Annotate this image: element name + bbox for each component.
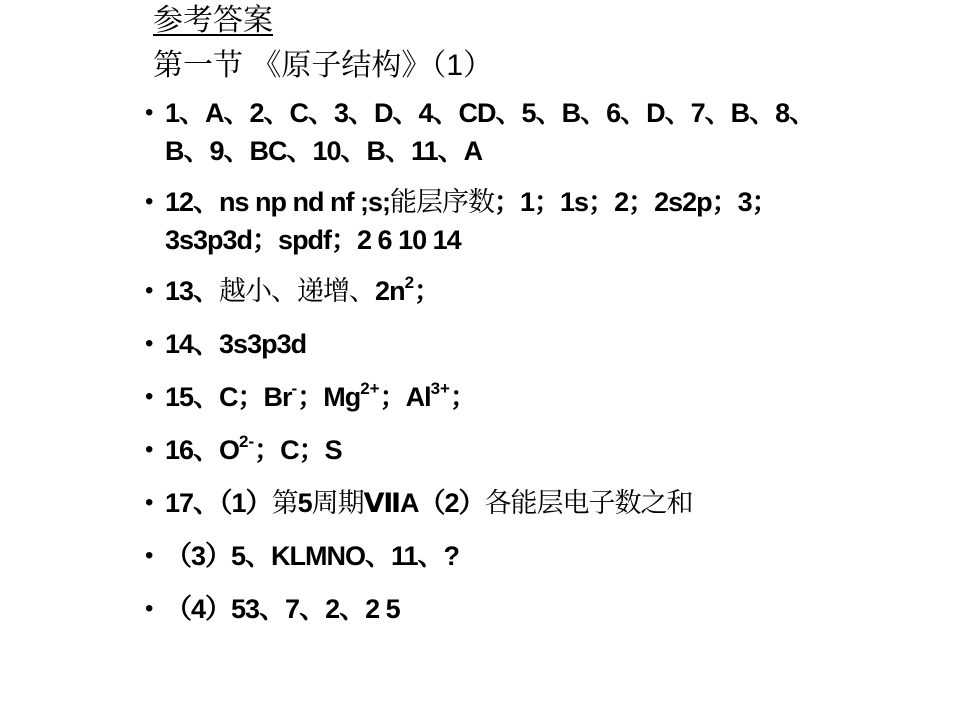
answer-part: ⅦA（2）: [363, 488, 485, 518]
answer-part: ；: [449, 382, 476, 412]
bullet-icon: •: [145, 542, 153, 569]
answer-part: ；Al: [379, 382, 431, 412]
answer-part: 15、C；Br: [165, 382, 292, 412]
answer-part: 16、O: [165, 435, 240, 465]
page-title: 参考答案: [153, 4, 273, 37]
answer-part: 17、（1）: [165, 488, 272, 518]
answer-part: ；1；1s；2；2s2p；3；: [494, 187, 778, 217]
section-title: 第一节 《原子结构》（1）: [153, 49, 494, 82]
answer-part: 越小、递增、: [219, 276, 376, 306]
superscript: 2: [404, 273, 415, 292]
superscript: 2-: [239, 432, 255, 451]
bullet-icon: •: [145, 277, 153, 304]
answer-part: 5: [297, 488, 312, 518]
answer-part: 能层序数: [390, 187, 495, 217]
answer-item-1-11: [145, 94, 845, 170]
answer-item-12: [145, 183, 845, 259]
superscript: 2+: [360, 379, 380, 398]
bullet-icon: •: [145, 489, 153, 516]
answer-part: ns np nd nf ;s;: [219, 187, 391, 217]
answer-part: ；Mg: [297, 382, 361, 412]
answer-item-15: [145, 378, 845, 416]
answer-text: [165, 183, 845, 221]
answer-item-14: [145, 325, 845, 363]
answer-number: 12、: [165, 187, 220, 217]
bullet-icon: •: [145, 383, 153, 410]
answer-item-17-4: [145, 590, 845, 628]
answer-text: 1、A、2、C、3、D、4、CD、5、B、6、D、7、B、8、: [165, 98, 816, 128]
superscript: 3+: [430, 379, 450, 398]
answer-item-13: [145, 272, 845, 310]
bullet-icon: •: [145, 595, 153, 622]
bullet-icon: •: [145, 188, 153, 215]
answer-text: （4）53、7、2、2 5: [165, 594, 400, 624]
answer-part: 周期: [311, 488, 364, 518]
answer-part: ；C；S: [254, 435, 342, 465]
bullet-icon: •: [145, 330, 153, 357]
answer-item-17-3: [145, 537, 845, 575]
answer-part: ；: [414, 276, 441, 306]
answer-item-16: [145, 431, 845, 469]
answer-text: 14、3s3p3d: [165, 329, 307, 359]
answer-part: 2n: [375, 276, 405, 306]
superscript: -: [291, 379, 298, 398]
answer-list: [145, 94, 845, 628]
bullet-icon: •: [145, 99, 153, 126]
bullet-icon: •: [145, 436, 153, 463]
answer-text-continued: 3s3p3d；spdf；2 6 10 14: [165, 225, 461, 255]
answer-text: （3）5、KLMNO、11、?: [165, 541, 460, 571]
answer-part: 各能层电子数之和: [484, 488, 693, 518]
answer-number: 13、: [165, 276, 220, 306]
answer-text-continued: B、9、BC、10、B、11、A: [165, 136, 483, 166]
answer-part: 第: [271, 488, 298, 518]
answer-item-17: [145, 484, 845, 522]
